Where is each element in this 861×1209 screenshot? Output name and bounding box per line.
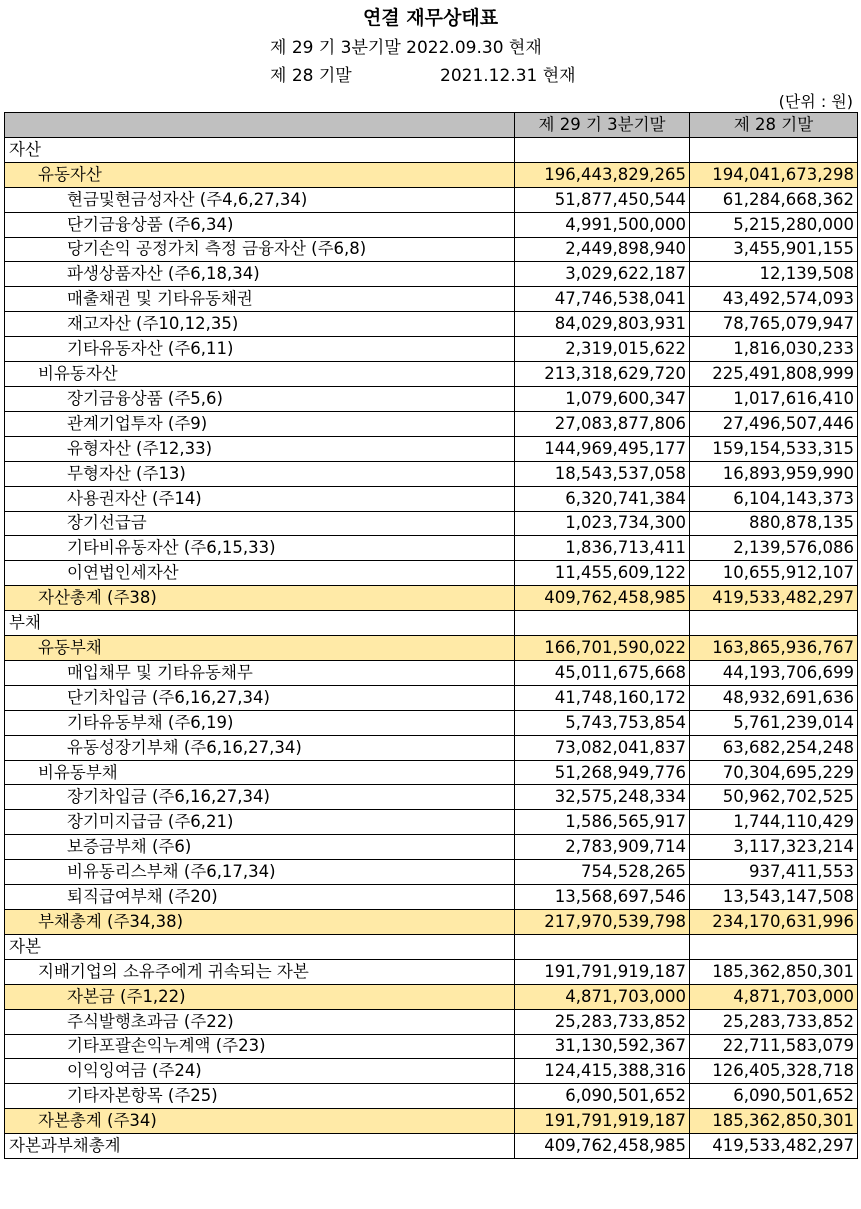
prior-period-value: 3,117,323,214	[690, 835, 858, 860]
current-period-value: 27,083,877,806	[515, 411, 690, 436]
current-period-value: 25,283,733,852	[515, 1009, 690, 1034]
table-row	[5, 137, 858, 162]
table-row	[5, 984, 858, 1009]
table-row	[5, 710, 858, 735]
account-label: 부채총계 (주34,38)	[5, 910, 515, 935]
current-period-value: 213,318,629,720	[515, 362, 690, 387]
account-label: 무형자산 (주13)	[5, 461, 515, 486]
current-period-value: 1,586,565,917	[515, 810, 690, 835]
table-row	[5, 885, 858, 910]
account-label: 기타유동자산 (주6,11)	[5, 337, 515, 362]
current-period-value	[515, 137, 690, 162]
account-label: 퇴직급여부채 (주20)	[5, 885, 515, 910]
current-period-value: 217,970,539,798	[515, 910, 690, 935]
table-row	[5, 262, 858, 287]
table-row	[5, 1109, 858, 1134]
current-period-value: 124,415,388,316	[515, 1059, 690, 1084]
prior-period-value: 48,932,691,636	[690, 685, 858, 710]
table-header-row	[5, 113, 858, 138]
prior-period-value: 22,711,583,079	[690, 1034, 858, 1059]
account-label: 기타포괄손익누계액 (주23)	[5, 1034, 515, 1059]
current-period-value: 2,783,909,714	[515, 835, 690, 860]
current-period-value: 409,762,458,985	[515, 1134, 690, 1159]
table-row	[5, 959, 858, 984]
prior-period-value: 126,405,328,718	[690, 1059, 858, 1084]
prior-period-value: 6,090,501,652	[690, 1084, 858, 1109]
prior-period-value: 5,761,239,014	[690, 710, 858, 735]
prior-period-value: 78,765,079,947	[690, 312, 858, 337]
account-label: 단기차입금 (주6,16,27,34)	[5, 685, 515, 710]
table-row	[5, 511, 858, 536]
account-label: 사용권자산 (주14)	[5, 486, 515, 511]
table-row	[5, 461, 858, 486]
current-period-value: 51,268,949,776	[515, 760, 690, 785]
prior-period-value: 10,655,912,107	[690, 561, 858, 586]
current-period-value: 11,455,609,122	[515, 561, 690, 586]
prior-period-date: 2021.12.31 현재	[440, 66, 576, 86]
table-row	[5, 760, 858, 785]
account-label: 비유동리스부채 (주6,17,34)	[5, 860, 515, 885]
table-row	[5, 312, 858, 337]
prior-period-value	[690, 611, 858, 636]
table-row	[5, 1009, 858, 1034]
account-label: 부채	[5, 611, 515, 636]
table-row	[5, 237, 858, 262]
prior-period-value: 61,284,668,362	[690, 187, 858, 212]
prior-period-value: 25,283,733,852	[690, 1009, 858, 1034]
current-period-value: 73,082,041,837	[515, 735, 690, 760]
account-label: 자산총계 (주38)	[5, 586, 515, 611]
table-row	[5, 411, 858, 436]
statement-header	[0, 0, 861, 111]
current-period-value: 166,701,590,022	[515, 636, 690, 661]
prior-period-value: 13,543,147,508	[690, 885, 858, 910]
account-label: 매입채무 및 기타유동채무	[5, 660, 515, 685]
account-label: 유형자산 (주12,33)	[5, 436, 515, 461]
account-label: 매출채권 및 기타유동채권	[5, 287, 515, 312]
prior-period-value: 27,496,507,446	[690, 411, 858, 436]
account-label: 단기금융상품 (주6,34)	[5, 212, 515, 237]
account-label: 장기금융상품 (주5,6)	[5, 386, 515, 411]
account-label: 현금및현금성자산 (주4,6,27,34)	[5, 187, 515, 212]
prior-period-value: 43,492,574,093	[690, 287, 858, 312]
current-period-value: 191,791,919,187	[515, 959, 690, 984]
current-period-value: 32,575,248,334	[515, 785, 690, 810]
table-row	[5, 1084, 858, 1109]
current-period-value: 4,991,500,000	[515, 212, 690, 237]
prior-period-value: 50,962,702,525	[690, 785, 858, 810]
current-period-value	[515, 611, 690, 636]
table-row	[5, 362, 858, 387]
account-label: 자본	[5, 934, 515, 959]
prior-period-value: 5,215,280,000	[690, 212, 858, 237]
prior-period-value: 185,362,850,301	[690, 1109, 858, 1134]
account-label: 유동자산	[5, 162, 515, 187]
account-label: 자본금 (주1,22)	[5, 984, 515, 1009]
prior-period-value: 12,139,508	[690, 262, 858, 287]
account-label: 이연법인세자산	[5, 561, 515, 586]
prior-period-value	[690, 137, 858, 162]
current-period-value: 31,130,592,367	[515, 1034, 690, 1059]
table-body	[5, 137, 858, 1158]
current-period-value: 4,871,703,000	[515, 984, 690, 1009]
prior-period-value: 70,304,695,229	[690, 760, 858, 785]
account-label: 자본총계 (주34)	[5, 1109, 515, 1134]
current-period-value: 3,029,622,187	[515, 262, 690, 287]
account-label: 장기선급금	[5, 511, 515, 536]
prior-period-value: 44,193,706,699	[690, 660, 858, 685]
current-period-value: 51,877,450,544	[515, 187, 690, 212]
current-period-value: 144,969,495,177	[515, 436, 690, 461]
account-label: 당기손익 공정가치 측정 금융자산 (주6,8)	[5, 237, 515, 262]
table-row	[5, 486, 858, 511]
account-label: 보증금부채 (주6)	[5, 835, 515, 860]
table-row	[5, 436, 858, 461]
current-period-value: 5,743,753,854	[515, 710, 690, 735]
current-period-value: 2,319,015,622	[515, 337, 690, 362]
account-label: 장기미지급금 (주6,21)	[5, 810, 515, 835]
prior-period-value: 16,893,959,990	[690, 461, 858, 486]
table-row	[5, 1059, 858, 1084]
prior-period-value: 6,104,143,373	[690, 486, 858, 511]
prior-period-value: 3,455,901,155	[690, 237, 858, 262]
statement-title: 연결 재무상태표	[362, 7, 499, 29]
current-period-value: 409,762,458,985	[515, 586, 690, 611]
column-header-prior: 제 28 기말	[690, 113, 858, 138]
prior-period-value: 1,816,030,233	[690, 337, 858, 362]
current-period-value: 2,449,898,940	[515, 237, 690, 262]
table-row	[5, 536, 858, 561]
account-label: 관계기업투자 (주9)	[5, 411, 515, 436]
account-label: 기타자본항목 (주25)	[5, 1084, 515, 1109]
current-period-value: 84,029,803,931	[515, 312, 690, 337]
prior-period-value: 159,154,533,315	[690, 436, 858, 461]
prior-period-value: 63,682,254,248	[690, 735, 858, 760]
current-period-value: 754,528,265	[515, 860, 690, 885]
table-row	[5, 586, 858, 611]
current-period-value: 1,079,600,347	[515, 386, 690, 411]
account-label: 재고자산 (주10,12,35)	[5, 312, 515, 337]
current-period-value: 18,543,537,058	[515, 461, 690, 486]
account-label: 주식발행초과금 (주22)	[5, 1009, 515, 1034]
table-row	[5, 660, 858, 685]
current-period-value: 6,320,741,384	[515, 486, 690, 511]
table-row	[5, 337, 858, 362]
table-row	[5, 212, 858, 237]
prior-period-value: 4,871,703,000	[690, 984, 858, 1009]
table-row	[5, 810, 858, 835]
account-label: 이익잉여금 (주24)	[5, 1059, 515, 1084]
table-row	[5, 561, 858, 586]
column-header-current: 제 29 기 3분기말	[515, 113, 690, 138]
current-period-line: 제 29 기 3분기말 2022.09.30 현재	[270, 38, 542, 58]
account-label: 기타비유동자산 (주6,15,33)	[5, 536, 515, 561]
current-period-value: 45,011,675,668	[515, 660, 690, 685]
current-period-value: 1,023,734,300	[515, 511, 690, 536]
table-row	[5, 386, 858, 411]
table-row	[5, 835, 858, 860]
table-row	[5, 162, 858, 187]
prior-period-value: 937,411,553	[690, 860, 858, 885]
account-label: 자본과부채총계	[5, 1134, 515, 1159]
account-label: 비유동부채	[5, 760, 515, 785]
table-row	[5, 910, 858, 935]
account-label: 파생상품자산 (주6,18,34)	[5, 262, 515, 287]
account-label: 장기차입금 (주6,16,27,34)	[5, 785, 515, 810]
prior-period-value: 1,744,110,429	[690, 810, 858, 835]
current-period-value: 47,746,538,041	[515, 287, 690, 312]
prior-period-value: 419,533,482,297	[690, 1134, 858, 1159]
prior-period-value: 225,491,808,999	[690, 362, 858, 387]
prior-period-value: 163,865,936,767	[690, 636, 858, 661]
account-label: 기타유동부채 (주6,19)	[5, 710, 515, 735]
prior-period-value: 1,017,616,410	[690, 386, 858, 411]
table-row	[5, 187, 858, 212]
current-period-value: 1,836,713,411	[515, 536, 690, 561]
prior-period-value: 185,362,850,301	[690, 959, 858, 984]
table-row	[5, 735, 858, 760]
prior-period-value: 2,139,576,086	[690, 536, 858, 561]
account-label: 지배기업의 소유주에게 귀속되는 자본	[5, 959, 515, 984]
table-row	[5, 636, 858, 661]
account-label: 비유동자산	[5, 362, 515, 387]
account-label: 유동부채	[5, 636, 515, 661]
current-period-value: 196,443,829,265	[515, 162, 690, 187]
table-row	[5, 685, 858, 710]
prior-period-value: 194,041,673,298	[690, 162, 858, 187]
column-header-account	[5, 113, 515, 138]
balance-sheet-table	[4, 112, 858, 1159]
account-label: 유동성장기부채 (주6,16,27,34)	[5, 735, 515, 760]
prior-period-value: 234,170,631,996	[690, 910, 858, 935]
unit-label: (단위 : 원)	[778, 92, 853, 111]
table-row	[5, 934, 858, 959]
table-row	[5, 1134, 858, 1159]
current-period-value: 191,791,919,187	[515, 1109, 690, 1134]
prior-period-value: 880,878,135	[690, 511, 858, 536]
current-period-value	[515, 934, 690, 959]
current-period-value: 13,568,697,546	[515, 885, 690, 910]
prior-period-value: 419,533,482,297	[690, 586, 858, 611]
table-row	[5, 611, 858, 636]
account-label: 자산	[5, 137, 515, 162]
current-period-value: 41,748,160,172	[515, 685, 690, 710]
table-row	[5, 785, 858, 810]
table-row	[5, 1034, 858, 1059]
prior-period-label: 제 28 기말	[270, 66, 352, 86]
prior-period-value	[690, 934, 858, 959]
table-row	[5, 287, 858, 312]
current-period-value: 6,090,501,652	[515, 1084, 690, 1109]
table-row	[5, 860, 858, 885]
